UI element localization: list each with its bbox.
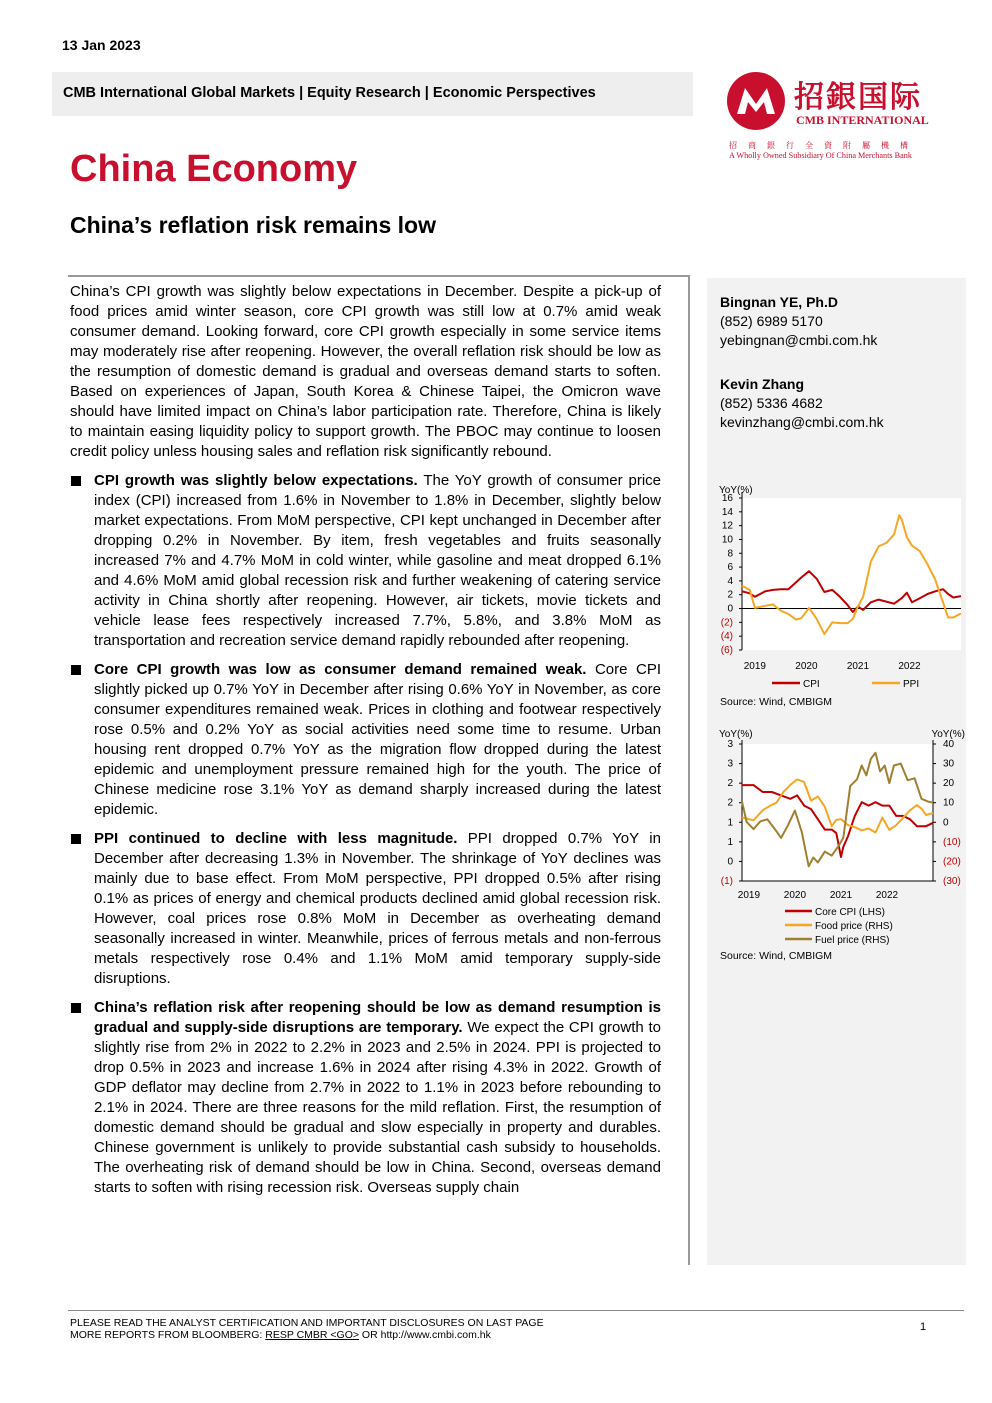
y-tick-label-right: 40: [943, 739, 955, 750]
bullet-heading: CPI growth was slightly below expectations.: [94, 472, 418, 489]
core-cpi-food-fuel-chart: [707, 724, 966, 952]
footer-bloomberg: [70, 1329, 544, 1341]
y-tick-label-right: 20: [943, 778, 955, 790]
cpi-ppi-chart: [707, 478, 966, 696]
legend-label: Fuel price (RHS): [815, 935, 890, 946]
report-title: China Economy: [70, 148, 358, 190]
bullet-heading: Core CPI growth was low as consumer demand remained weak.: [94, 661, 587, 678]
chart-source: Source: Wind, CMBIGM: [720, 950, 833, 962]
y-tick-label-right: 10: [943, 797, 955, 809]
footer-prefix: MORE REPORTS FROM BLOOMBERG:: [70, 1329, 266, 1341]
y-tick-label-left: 3: [727, 758, 733, 770]
bullet-text: Core CPI slightly picked up 0.7% YoY in December after rising 0.6% YoY in November, as core consumer expenditures remained weak. Prices in clothing and footwear respectively rose 0.5% and 0.2% YoY as social activities need some time to resume. Urban housing rent dropped 0.7% YoY as the migration flow dropped during the latest epidemic and unemployment pressure remained high for the youth. The price of Chinese medicine rose 3.1% YoY as demand sharply increased during the latest epidemic.: [94, 661, 661, 818]
y-axis-label-left: YoY(%): [719, 729, 753, 740]
footer-disclosure: PLEASE READ THE ANALYST CERTIFICATION AND IMPORTANT DISCLOSURES ON LAST PAGE: [70, 1317, 544, 1329]
y-tick-label: 4: [727, 575, 733, 587]
y-tick-label-right: 30: [943, 758, 955, 770]
footer-divider: [68, 1310, 964, 1311]
analyst-card: [720, 375, 884, 432]
y-axis-label: YoY(%): [719, 485, 753, 496]
legend-label: Food price (RHS): [815, 921, 893, 932]
footer: [70, 1317, 544, 1341]
y-tick-label-left: 2: [727, 797, 733, 809]
bullet-text: We expect the CPI growth to slightly rise from 2% in 2022 to 2.2% in 2023 and 2.5% in 2024. PPI is projected to drop 0.5% in 2023 and increase 1.6% in 2024 after rising 4.3% in 2022. Growth of GDP deflator may decline from 2.7% in 2022 to 1.1% in 2023 before rebounding to 2.1% in 2024. There are three reasons for the mild reflation. First, the resumption of domestic demand should be gradual and slow especially in property and durables. Chinese government is unlikely to provide substantial cash subsidy to households. The overheating risk of demand should be low in China. Second, overseas demand starts to soften with rising recession risk. Overseas supply chain: [94, 1019, 661, 1196]
logo-en-name: CMB INTERNATIONAL: [796, 113, 929, 127]
logo-cn-name: 招銀国际: [794, 80, 922, 115]
x-tick-label: 2020: [783, 890, 807, 901]
plot-area: [742, 498, 961, 650]
report-date: 13 Jan 2023: [62, 37, 141, 53]
y-tick-label: (4): [720, 631, 733, 643]
plot-area: [742, 744, 933, 881]
analyst-name: Kevin Zhang: [720, 376, 805, 392]
bullet-item: [70, 998, 661, 1198]
x-tick-label: 2019: [737, 890, 761, 901]
y-tick-label-right: 0: [943, 817, 949, 829]
bullet-item: [70, 471, 661, 651]
bullet-square-icon: [71, 476, 81, 486]
chart-source: Source: Wind, CMBIGM: [720, 696, 833, 708]
bullet-square-icon: [71, 1003, 81, 1013]
y-tick-label: 12: [721, 520, 733, 532]
legend-label: PPI: [903, 679, 920, 690]
y-tick-label-left: 1: [727, 817, 733, 829]
main-body: [70, 282, 661, 1207]
x-tick-label: 2021: [829, 890, 853, 901]
logo-emblem-icon: [727, 72, 785, 130]
y-tick-label: 16: [721, 493, 733, 504]
bullet-text: PPI dropped 0.7% YoY in December after decreasing 1.3% in November. The shrinkage of YoY declines was mainly due to base effect. From MoM perspective, PPI dropped 0.5% after rising 0.1% as prices of energy and chemical products declined amid global recession risk. However, coal prices rose 0.8% MoM in December as overheating demand seasonally increased in winter. Meanwhile, prices of ferrous metals and non-ferrous metals respectively rose 0.4% and 1.1% MoM amid temporary supply-side disruptions.: [94, 830, 661, 987]
y-tick-label-left: 1: [727, 836, 733, 848]
bullet-heading: China’s reflation risk after reopening should be low as demand resumption is gradual and supply-side disruptions are temporary.: [94, 999, 661, 1036]
analyst-phone: (852) 5336 4682: [720, 395, 823, 411]
divider-horizontal: [68, 275, 690, 277]
bullet-item: [70, 829, 661, 989]
y-tick-label-left: 0: [727, 856, 733, 868]
page-number: 1: [920, 1321, 927, 1333]
y-tick-label-left: (1): [720, 876, 733, 887]
bullet-text: The YoY growth of consumer price index (CPI) increased from 1.6% in November to 1.8% in December, slightly below market expectations. From MoM perspective, CPI kept unchanged in December after dropping 0.2% in November. By item, fresh vegetables and fruits seasonally increased 7% and 4.7% MoM in cold winter, while gasoline and meat dropped 6.1% and 4.6% MoM amid global recession risk and further weakening of catering service activity in China shortly after reopening. However, air tickets, movie tickets and vehicle lease fees respectively increased 7.7%, 5.8%, and 3.8% MoM as transportation and recreation service demand rapidly rebounded after reopening.: [94, 472, 661, 649]
header-bar-text: CMB International Global Markets | Equity Research | Economic Perspectives: [63, 85, 596, 101]
footer-website[interactable]: OR http://www.cmbi.com.hk: [359, 1329, 491, 1341]
y-tick-label-left: 2: [727, 778, 733, 790]
y-tick-label: (6): [720, 645, 733, 656]
y-tick-label: 0: [727, 603, 733, 615]
logo-cn-subtitle: 招商銀行全資附屬機構: [729, 141, 919, 150]
intro-paragraph: China’s CPI growth was slightly below expectations in December. Despite a pick-up of food prices amid winter season, core CPI growth was still low at 0.7% amid weak consumer demand. Looking forward, core CPI growth especially in some service items may moderately rise after reopening. However, the overall reflation risk should be low as the resumption of domestic demand is gradual and overseas demand starts to soften. Based on experiences of Japan, South Korea & Chinese Taipei, the Omicron wave should have limited impact on China’s labor participation rate. Therefore, China is likely to maintain easing liquidity policy to support growth. The PBOC may continue to loosen credit policy unless housing sales and reflation risk significantly rebound.: [70, 283, 661, 460]
y-tick-label: 2: [727, 589, 733, 601]
y-tick-label-right: (20): [943, 856, 961, 868]
bullet-square-icon: [71, 834, 81, 844]
x-tick-label: 2020: [795, 661, 818, 672]
legend-label: CPI: [803, 679, 820, 690]
y-axis-label-right: YoY(%): [931, 729, 965, 740]
y-tick-label-left: 3: [727, 739, 733, 750]
report-subtitle: China’s reflation risk remains low: [70, 212, 436, 238]
header-bar: [52, 72, 693, 116]
cmbi-logo: [727, 68, 967, 168]
y-tick-label-right: (10): [943, 836, 961, 848]
y-tick-label: (2): [720, 617, 733, 629]
x-tick-label: 2022: [898, 661, 921, 672]
y-tick-label-right: (30): [943, 876, 961, 887]
bullet-heading: PPI continued to decline with less magnitude.: [94, 830, 458, 847]
divider-vertical: [688, 275, 690, 1265]
y-tick-label: 8: [727, 548, 733, 560]
y-tick-label: 10: [721, 534, 733, 546]
sidebar: [707, 278, 966, 1265]
y-tick-label: 6: [727, 562, 733, 574]
bullet-item: [70, 660, 661, 820]
analyst-phone: (852) 6989 5170: [720, 313, 823, 329]
x-tick-label: 2022: [875, 890, 899, 901]
analyst-card: [720, 293, 877, 350]
logo-en-subtitle: A Wholly Owned Subsidiary Of China Merchants Bank: [729, 151, 912, 160]
bullet-square-icon: [71, 665, 81, 675]
analyst-email[interactable]: kevinzhang@cmbi.com.hk: [720, 414, 884, 430]
bloomberg-link[interactable]: RESP CMBR <GO>: [265, 1329, 360, 1341]
x-tick-label: 2021: [846, 661, 870, 672]
analyst-name: Bingnan YE, Ph.D: [720, 294, 838, 310]
legend-label: Core CPI (LHS): [815, 907, 886, 918]
analyst-email[interactable]: yebingnan@cmbi.com.hk: [720, 332, 878, 348]
x-tick-label: 2019: [743, 661, 767, 672]
y-tick-label: 14: [721, 506, 733, 518]
